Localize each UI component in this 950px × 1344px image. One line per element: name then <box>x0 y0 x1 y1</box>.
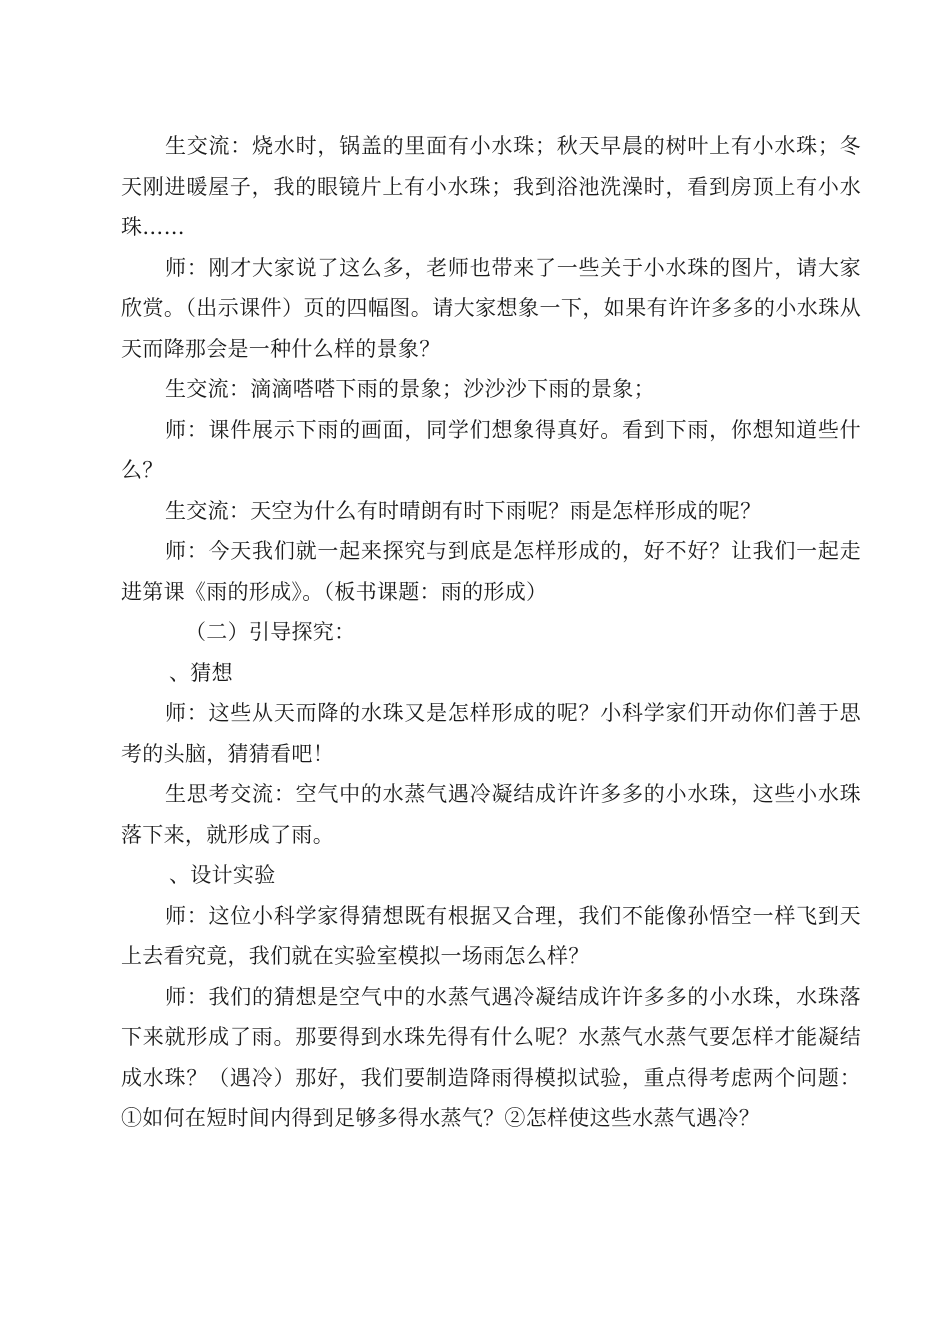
document-body <box>121 126 861 1139</box>
paragraph-student-exchange-water-droplets: 生交流：烧水时，锅盖的里面有小水珠；秋天早晨的树叶上有小水珠；冬天刚进暖屋子，我的眼镜片上有小水珠；我到浴池洗澡时，看到房顶上有小水珠…… <box>121 134 861 239</box>
subsection-heading-design-experiment: 、设计实验 <box>169 863 276 887</box>
paragraph-student-rain-scene: 生交流：滴滴嗒嗒下雨的景象；沙沙沙下雨的景象； <box>165 377 655 401</box>
paragraph-student-why-rain: 生交流：天空为什么有时晴朗有时下雨呢？雨是怎样形成的呢？ <box>165 498 762 523</box>
paragraph-teacher-lesson-title: 师：今天我们就一起来探究与到底是怎样形成的，好不好？让我们一起走进第课《雨的形成》。（板书课题：雨的形成） <box>121 539 861 604</box>
section-heading-guided-inquiry: （二）引导探究： <box>185 620 356 644</box>
paragraph-teacher-rain-question: 师：课件展示下雨的画面，同学们想象得真好。看到下雨，你想知道些什么？ <box>121 417 861 482</box>
paragraph-teacher-simulate-rain: 师：这位小科学家得猜想既有根据又合理，我们不能像孙悟空一样飞到天上去看究竟，我们就在实验室模拟一场雨怎么样？ <box>121 903 861 968</box>
paragraph-teacher-how-droplets-form: 师：这些从天而降的水珠又是怎样形成的呢？小科学家们开动你们善于思考的头脑，猜猜看吧！ <box>121 701 861 766</box>
paragraph-teacher-experiment-questions: 师：我们的猜想是空气中的水蒸气遇冷凝结成许许多多的小水珠，水珠落下来就形成了雨。那要得到水珠先得有什么呢？水蒸气水蒸气要怎样才能凝结成水珠？（遇冷）那好，我们要制造降雨得模拟试验，重点得考虑两个问题：①如何在短时间内得到足够多得水蒸气？②怎样使这些水蒸气遇冷？ <box>121 984 861 1130</box>
paragraph-teacher-show-pictures: 师：刚才大家说了这么多，老师也带来了一些关于小水珠的图片，请大家欣赏。（出示课件）页的四幅图。请大家想象一下，如果有许许多多的小水珠从天而降那会是一种什么样的景象？ <box>121 255 861 361</box>
subsection-heading-hypothesis: 、猜想 <box>169 660 233 685</box>
paragraph-student-condensation: 生思考交流：空气中的水蒸气遇冷凝结成许许多多的小水珠，这些小水珠落下来，就形成了雨。 <box>121 782 861 847</box>
